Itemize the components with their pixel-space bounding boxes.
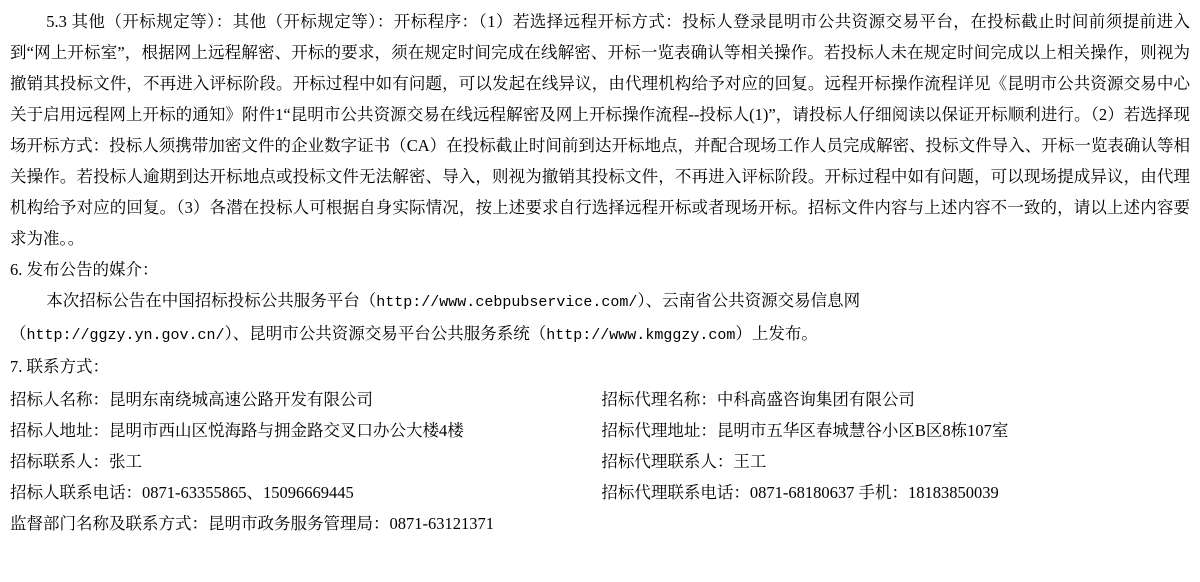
agent-name-label: 招标代理名称： [601, 390, 717, 409]
table-row [10, 446, 1190, 477]
tenderer-phone-cell [10, 477, 601, 508]
media-text-part-2: ）、云南省公共资源交易信息网 [637, 291, 861, 310]
supervision-cell [10, 508, 1190, 539]
agent-contact-label: 招标代理联系人： [601, 452, 734, 471]
media-text-part-5: ）上发布。 [735, 324, 818, 343]
section-5-3-paragraph: 5.3 其他（开标规定等）：其他（开标规定等）：开标程序：（1）若选择远程开标方式：投标人登录昆明市公共资源交易平台，在投标截止时间前须提前进入到“网上开标室”，根据网上远程解密、开标的要求，须在规定时间完成在线解密、开标一览表确认等相关操作。若投标人未在规定时间完成以上相关操作，则视为撤销其投标文件，不再进入评标阶段。开标过程中如有问题，可以发起在线异议，由代理机构给予对应的回复。远程开标操作流程详见《昆明市公共资源交易中心关于启用远程网上开标的通知》附件1“昆明市公共资源交易在线远程解密及网上开标操作流程--投标人(1)”，请投标人仔细阅读以保证开标顺利进行。（2）若选择现场开标方式：投标人须携带加密文件的企业数字证书（CA）在投标截止时间前到达开标地点，并配合现场工作人员完成解密、投标文件导入、开标一览表确认等相关操作。若投标人逾期到达开标地点或投标文件无法解密、导入，则视为撤销其投标文件，不再进入评标阶段。开标过程中如有问题，可以现场提成异议，由代理机构给予对应的回复。（3）各潜在投标人可根据自身实际情况，按上述要求自行选择远程开标或者现场开标。招标文件内容与上述内容不一致的，请以上述内容要求为准。。 [10, 12, 1190, 248]
supervision-label: 监督部门名称及联系方式： [10, 514, 208, 533]
tenderer-name-value: 昆明东南绕城高速公路开发有限公司 [109, 390, 373, 409]
agent-phone-label: 招标代理联系电话： [601, 483, 750, 502]
tenderer-address-value: 昆明市西山区悦海路与拥金路交叉口办公大楼4楼 [109, 421, 464, 440]
section-6-line-2 [10, 318, 1190, 351]
supervision-value: 昆明市政务服务管理局：0871-63121371 [208, 514, 494, 533]
agent-address-cell [601, 415, 1190, 446]
table-row [10, 477, 1190, 508]
table-row [10, 415, 1190, 446]
tenderer-address-label: 招标人地址： [10, 421, 109, 440]
agent-name-value: 中科高盛咨询集团有限公司 [716, 390, 915, 409]
media-text-part-1: 本次招标公告在中国招标投标公共服务平台（ [46, 291, 377, 310]
agent-phone-value: 0871-68180637 手机：18183850039 [749, 483, 999, 502]
section-6-line-1 [10, 285, 1190, 318]
agent-phone-cell [601, 477, 1190, 508]
tenderer-contact-label: 招标联系人： [10, 452, 109, 471]
section-6-heading: 6. 发布公告的媒介： [10, 260, 159, 279]
agent-contact-cell [601, 446, 1190, 477]
cebpubservice-url: http://www.cebpubservice.com/ [376, 294, 638, 311]
tenderer-address-cell [10, 415, 601, 446]
table-row [10, 384, 1190, 415]
agent-address-label: 招标代理地址： [601, 421, 717, 440]
kmggzy-url: http://www.kmggzy.com [546, 327, 736, 344]
agent-contact-value: 王工 [733, 452, 767, 471]
tenderer-phone-value: 0871-63355865、15096669445 [142, 483, 354, 502]
tenderer-contact-cell [10, 446, 601, 477]
contact-table [10, 384, 1190, 539]
media-text-part-3: （ [10, 324, 27, 343]
tenderer-name-label: 招标人名称： [10, 390, 109, 409]
section-7-heading: 7. 联系方式： [10, 357, 109, 376]
agent-name-cell [601, 384, 1190, 415]
tenderer-name-cell [10, 384, 601, 415]
ggzy-yn-url: http://ggzy.yn.gov.cn/ [26, 327, 225, 344]
tenderer-contact-value: 张工 [109, 452, 142, 471]
agent-address-value: 昆明市五华区春城慧谷小区B区8栋107室 [716, 421, 1009, 440]
media-text-part-4: ）、昆明市公共资源交易平台公共服务系统（ [224, 324, 547, 343]
table-row [10, 508, 1190, 539]
tenderer-phone-label: 招标人联系电话： [10, 483, 142, 502]
